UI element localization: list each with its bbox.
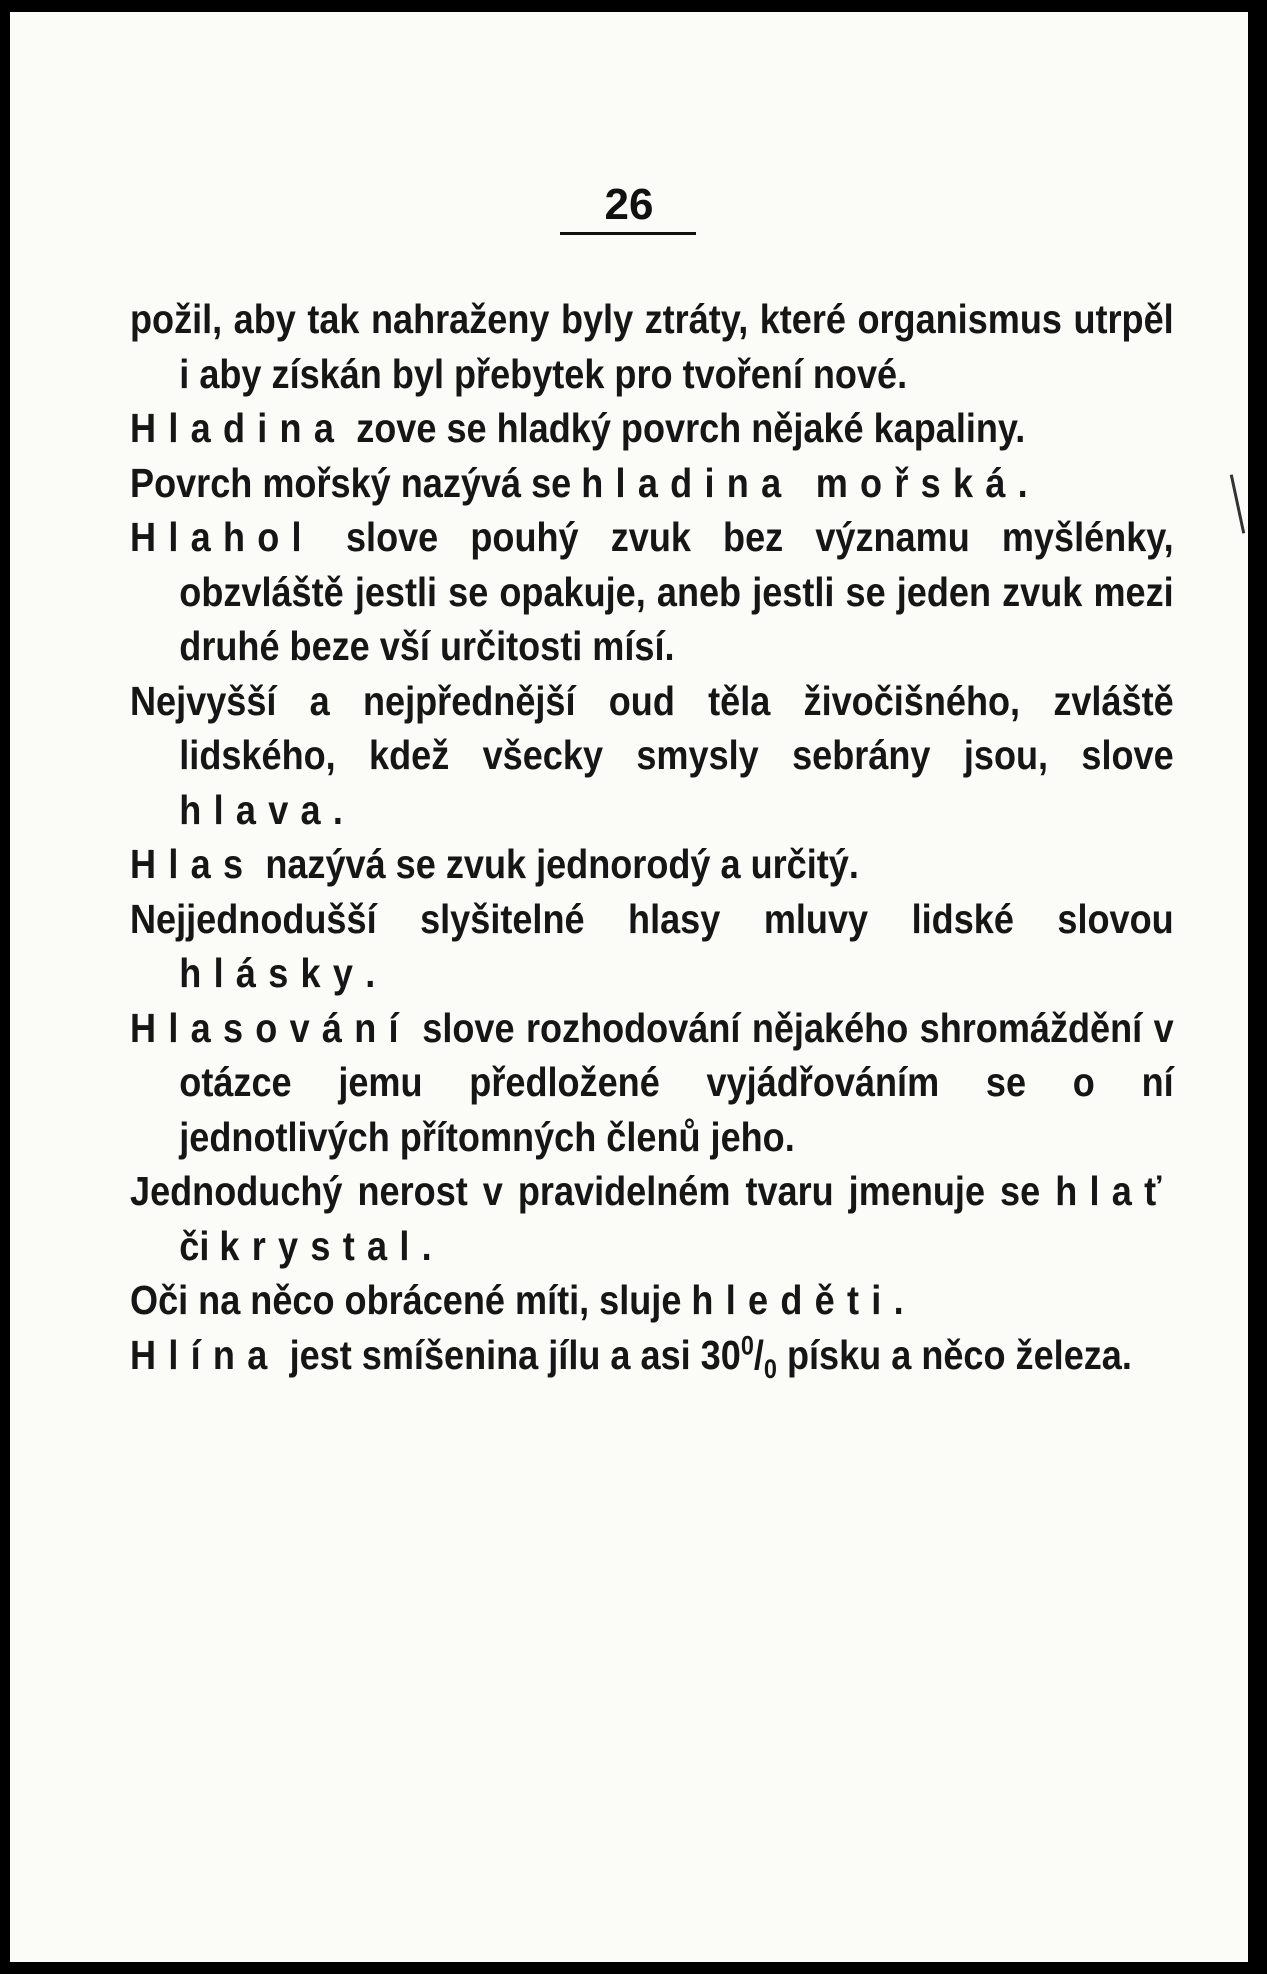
entry-continuation: požil, aby tak nahraženy byly ztráty, které organismus utrpěl i aby získán byl přebytek pro tvoření nové. [130,296,1174,397]
book-page [10,12,1248,1962]
headword: Hlahol [130,514,314,560]
entry-hlasovani: Hlasování slove rozhodování nějakého shromáždění v otázce jemu předložené vyjádřováním se o ní jednotlivých přítomných členů jeho. [130,1004,1174,1160]
entry-hlas: Hlas nazývá se zvuk jednorodý a určitý. [130,841,859,887]
entry-hledeti: Oči na něco obrácené míti, sluje hleděti. [130,1277,904,1323]
headword: Hladina [130,405,347,451]
entry-hlava: Nejvyšší a nejpřednější oud těla živočišného, zvláště lidského, kdež všecky smysly sebrány jsou, slove hlava. [130,677,1174,833]
headword: hleděti [691,1277,894,1323]
entry-hladina: Hladina zove se hladký povrch nějaké kapaliny. [130,405,1026,451]
page-number-underline [560,232,696,235]
entry-hladina-morska: Povrch mořský nazývá se hladina mořská. [130,459,1028,506]
headword: hlásky [179,950,366,996]
headword: hlať [1055,1168,1174,1214]
percent-sub: 0 [763,1353,777,1384]
entry-hlasky: Nejjednodušší slyšitelné hlasy mluvy lidské slovou hlásky. [130,895,1174,996]
page-number: 26 [604,180,654,229]
headword: Hlas [130,841,256,887]
entry-hlina: Hlína jest smíšenina jílu a asi $30^0/_0$ písku a něco železa. [130,1329,1132,1384]
headword: Hlína [130,1331,280,1378]
headword: Hlasování [130,1004,411,1051]
percent-slash: / [753,1331,764,1378]
entry-hlahol: Hlahol slove pouhý zvuk bez významu myšlénky, obzvláště jestli se opakuje, aneb jestli se jeden zvuk mezi druhé beze vší určitosti mísí. [130,514,1174,669]
headword: hlava [179,786,333,833]
page-edge-mark [1230,474,1245,533]
percent-sup: 0 [740,1329,754,1360]
headword: krystal [219,1222,422,1269]
entry-hlat: Jednoduchý nerost v pravidelném tvaru jmenuje se hlať či krystal. [130,1168,1174,1269]
dictionary-text [130,292,1174,1384]
headword: hladina mořská [581,459,1018,506]
